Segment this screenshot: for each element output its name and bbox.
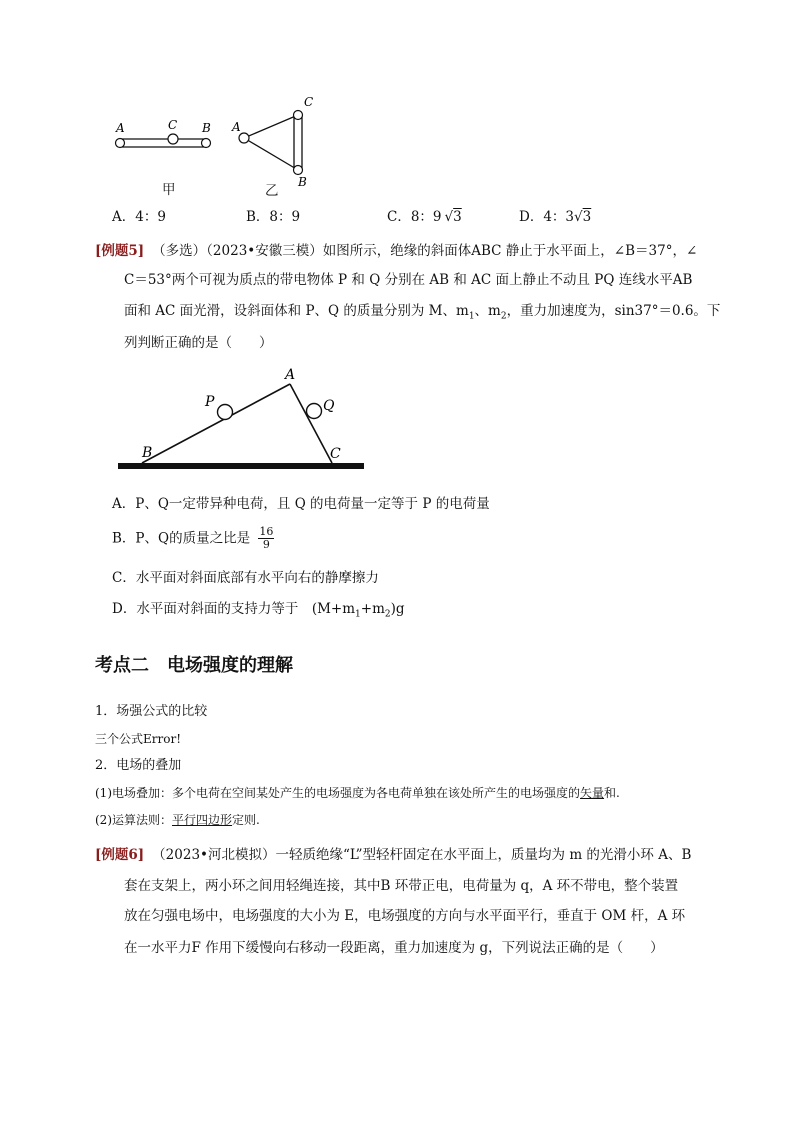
example6-tag: [例题6] xyxy=(95,847,145,863)
example5-option-b: B．P、Q的质量之比是 $\frac{16}{9}$ xyxy=(112,525,274,551)
caption-jia: 甲 xyxy=(162,182,176,198)
label-c: C xyxy=(330,446,341,462)
example5-option-d: D．水平面对斜面的支持力等于 $(M+m_1+m_2)g$ xyxy=(112,601,405,620)
example5-option-c: C．水平面对斜面底部有水平向右的静摩擦力 xyxy=(112,570,379,586)
item1-title: 1．场强公式的比较 xyxy=(95,704,208,719)
incline-figure xyxy=(112,364,372,476)
fraction: $\frac{16}{9}$ xyxy=(259,525,274,551)
example6-line1: [例题6] （2023•河北模拟）一轻质绝缘“L”型轻杆固定在水平面上，质量均为 m 的光滑小环 A、B xyxy=(95,847,692,863)
example5-tag: [例题5] xyxy=(95,243,145,259)
example5-option-a: A．P、Q一定带异种电荷，且 Q 的电荷量一定等于 P 的电荷量 xyxy=(112,496,490,512)
option-d: D．4：3√3 xyxy=(519,209,592,225)
example5-line3: 面和 AC 面光滑，设斜面体和 P、Q 的质量分别为 M、$m_1$、$m_2$，重力加速度为，sin37°＝0.6。下 xyxy=(124,303,721,322)
figure-jia xyxy=(108,112,220,162)
item2-para1: (1)电场叠加：多个电荷在空间某处产生的电场强度为各电荷单独在该处所产生的电场强度的矢量和. xyxy=(95,786,620,800)
label-a: A xyxy=(116,121,125,135)
example5-line4: 列判断正确的是（ ） xyxy=(124,335,273,351)
label-b: B xyxy=(142,445,153,461)
label-c: C xyxy=(304,95,314,109)
label-c: C xyxy=(168,118,178,132)
label-b: B xyxy=(298,175,307,189)
ring-b xyxy=(202,139,211,148)
item1-body: 三个公式Error! xyxy=(95,732,182,746)
ring-c xyxy=(168,134,178,144)
item2-para2: (2)运算法则：平行四边形定则. xyxy=(95,813,260,827)
label-b: B xyxy=(202,121,211,135)
label-a: A xyxy=(285,367,296,383)
option-c: C．8：9 √3 xyxy=(387,209,462,225)
example6-line2: 套在支架上，两小环之间用轻绳连接，其中B 环带正电，电荷量为 q，A 环不带电，整个装置 xyxy=(124,878,679,894)
example5-line1: [例题5] （多选）（2023•安徽三模）如图所示，绝缘的斜面体ABC 静止于水平面上，∠B＝37°，∠ xyxy=(95,243,698,259)
item2-title: 2．电场的叠加 xyxy=(95,758,182,773)
ball-q xyxy=(307,404,322,419)
figure-yi xyxy=(228,94,320,194)
example6-line4: 在一水平力F 作用下缓慢向右移动一段距离，重力加速度为 g，下列说法正确的是（ ） xyxy=(124,940,664,956)
label-p: P xyxy=(205,394,215,410)
example6-line3: 放在匀强电场中，电场强度的大小为 E，电场强度的方向与水平面平行，垂直于 OM 杆，A 环 xyxy=(124,908,686,924)
label-q: Q xyxy=(323,398,335,414)
option-b: B．8：9 xyxy=(246,209,301,225)
ring-a xyxy=(116,139,125,148)
option-a: A．4：9 xyxy=(112,209,166,225)
ball-p xyxy=(218,405,233,420)
label-a: A xyxy=(232,120,241,134)
example5-line2: C＝53°两个可视为质点的带电物体 P 和 Q 分别在 AB 和 AC 面上静止不动且 PQ 连线水平AB xyxy=(124,272,693,288)
section-heading: 考点二 电场强度的理解 xyxy=(95,655,293,676)
caption-yi: 乙 xyxy=(265,183,279,199)
